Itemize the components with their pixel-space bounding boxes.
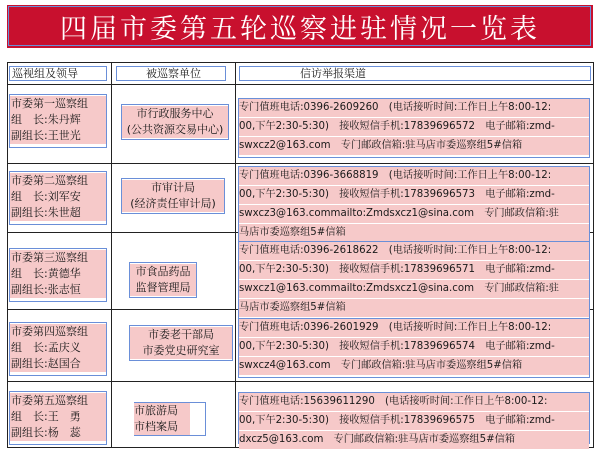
group-cell bbox=[10, 393, 106, 441]
group-name: 市委第四巡察组 bbox=[10, 324, 106, 340]
channel-line: 00,下午2:30-5:30) 接收短信手机:17839696572 电子邮箱:zmd- bbox=[239, 118, 589, 136]
group-deputy: 副组长:朱世超 bbox=[10, 205, 106, 221]
group-leader: 组 长:刘军安 bbox=[10, 189, 106, 205]
unit-cell bbox=[130, 264, 196, 296]
group-leader: 组 长:黄德华 bbox=[10, 266, 106, 282]
channel-line: dxcz5@163.com 专门邮政信箱:驻马店市委巡察组5#信箱 bbox=[239, 431, 589, 449]
table-border-top bbox=[7, 62, 594, 63]
group-name: 市委第五巡察组 bbox=[10, 393, 106, 409]
col-divider bbox=[111, 62, 112, 448]
group-leader: 组 长:王 勇 bbox=[10, 409, 106, 425]
channel-cell bbox=[239, 167, 589, 243]
unit-cell bbox=[134, 403, 190, 435]
group-cell bbox=[10, 96, 106, 144]
channel-cell bbox=[239, 319, 589, 376]
page-title: 四届市委第五轮巡察进驻情况一览表 bbox=[60, 14, 540, 45]
unit-line: (经济责任审计局) bbox=[122, 196, 224, 212]
channel-line: 专门值班电话:0396-2601929 (电话接听时间:工作日上午8:00-12: bbox=[239, 319, 589, 337]
unit-line: 市委老干部局 bbox=[130, 327, 232, 343]
title-banner bbox=[7, 5, 593, 48]
unit-cell bbox=[130, 327, 232, 359]
unit-line: 市旅游局 bbox=[134, 403, 190, 419]
channel-line: swxcz4@163.com 专门邮政信箱:驻马店市委巡察组5#信箱 bbox=[239, 357, 589, 375]
channel-line: 00,下午2:30-5:30) 接收短信手机:17839696571 电子邮箱:zmd- bbox=[239, 261, 589, 279]
channel-line: 00,下午2:30-5:30) 接收短信手机:17839696575 电子邮箱:zmd- bbox=[239, 412, 589, 430]
unit-line: 监督管理局 bbox=[130, 280, 196, 296]
unit-cell bbox=[122, 180, 224, 212]
unit-line: 市行政服务中心 bbox=[122, 106, 228, 122]
col-divider bbox=[235, 62, 236, 448]
group-deputy: 副组长:张志恒 bbox=[10, 282, 106, 298]
group-name: 市委第三巡察组 bbox=[10, 250, 106, 266]
group-leader: 组 长:朱丹辉 bbox=[10, 112, 106, 128]
group-name: 市委第二巡察组 bbox=[10, 173, 106, 189]
channel-cell bbox=[239, 393, 589, 450]
group-deputy: 副组长:杨 蕊 bbox=[10, 425, 106, 441]
col-divider bbox=[7, 62, 8, 448]
unit-cell bbox=[122, 106, 228, 138]
group-deputy: 副组长:王世光 bbox=[10, 128, 106, 144]
header-channel: 信访举报渠道 bbox=[300, 67, 366, 80]
group-cell bbox=[10, 173, 106, 221]
unit-line: 市食品药品 bbox=[130, 264, 196, 280]
channel-line: swxcz1@163.commailto:Zmdsxcz1@sina.com 专门邮政信箱:驻 bbox=[239, 280, 589, 298]
channel-line: 马店市委巡察组5#信箱 bbox=[239, 299, 589, 317]
channel-line: swxcz3@163.commailto:Zmdsxcz1@sina.com 专门邮政信箱:驻 bbox=[239, 205, 589, 223]
group-cell bbox=[10, 250, 106, 298]
group-cell bbox=[10, 324, 106, 372]
channel-line: 专门值班电话:0396-2609260 (电话接听时间:工作日上午8:00-12: bbox=[239, 99, 589, 117]
channel-line: 马店市委巡察组5#信箱 bbox=[239, 224, 589, 242]
group-leader: 组 长:孟庆义 bbox=[10, 340, 106, 356]
unit-line: 市审计局 bbox=[122, 180, 224, 196]
channel-line: 专门值班电话:15639611290 (电话接听时间:工作日上午8:00-12: bbox=[239, 393, 589, 411]
channel-cell bbox=[239, 242, 589, 318]
unit-line: 市委党史研究室 bbox=[130, 343, 232, 359]
header-unit: 被巡察单位 bbox=[146, 67, 201, 80]
channel-line: 00,下午2:30-5:30) 接收短信手机:17839696574 电子邮箱:zmd- bbox=[239, 338, 589, 356]
unit-line: 市档案局 bbox=[134, 419, 190, 435]
channel-line: 专门值班电话:0396-2618622 (电话接听时间:工作日上午8:00-12: bbox=[239, 242, 589, 260]
header-box bbox=[239, 66, 591, 81]
channel-line: 00,下午2:30-5:30) 接收短信手机:17839696573 电子邮箱:zmd- bbox=[239, 186, 589, 204]
group-deputy: 副组长:赵国合 bbox=[10, 356, 106, 372]
channel-cell bbox=[239, 99, 589, 156]
channel-line: 专门值班电话:0396-3668819 (电话接听时间:工作日上午8:00-12: bbox=[239, 167, 589, 185]
col-divider bbox=[593, 62, 594, 448]
row-divider bbox=[7, 163, 594, 164]
header-group: 巡视组及领导 bbox=[12, 67, 78, 80]
table-header-divider bbox=[7, 84, 594, 85]
channel-line: swxcz2@163.com 专门邮政信箱:驻马店市委巡察组5#信箱 bbox=[239, 137, 589, 155]
unit-line: (公共资源交易中心) bbox=[122, 122, 228, 138]
group-name: 市委第一巡察组 bbox=[10, 96, 106, 112]
row-divider bbox=[7, 381, 594, 382]
